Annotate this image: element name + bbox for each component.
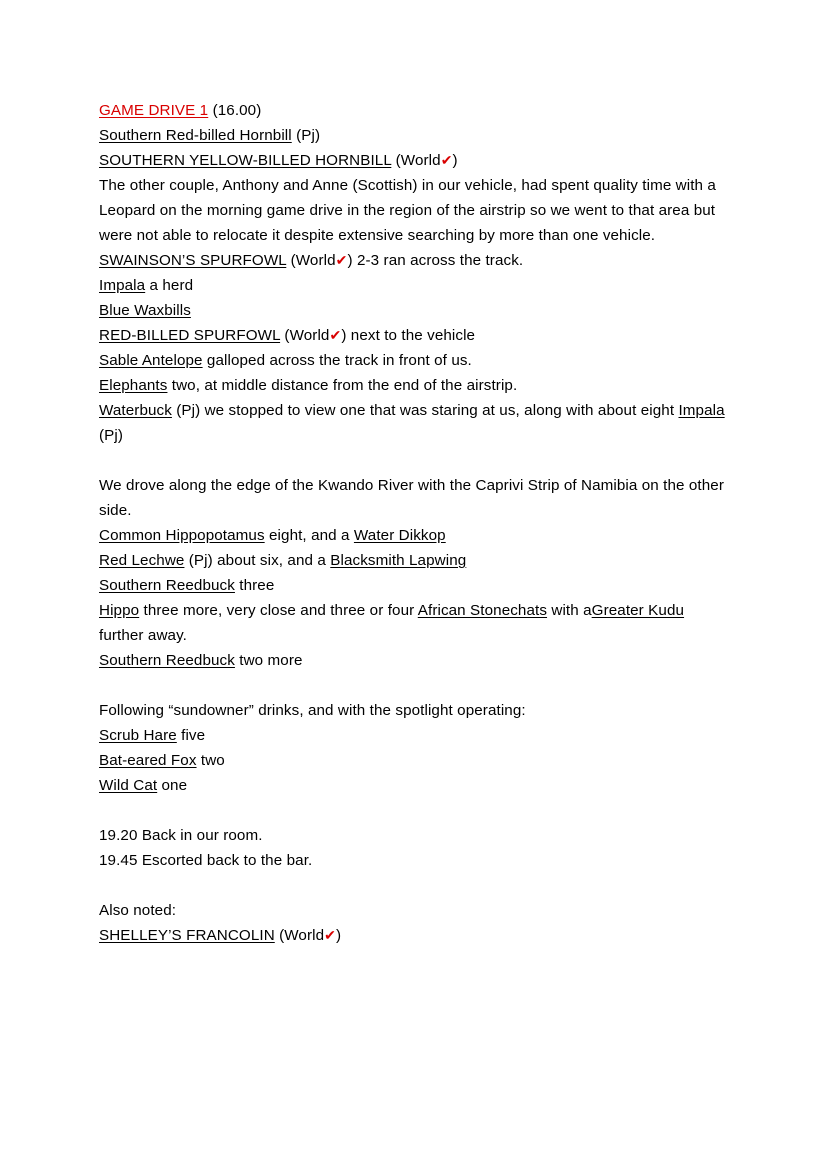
species-line-18 bbox=[99, 923, 729, 948]
species-line-13 bbox=[99, 598, 729, 648]
species-line-15 bbox=[99, 723, 729, 748]
species-line-2 bbox=[99, 148, 729, 173]
species-name: Common Hippopotamus bbox=[99, 527, 265, 544]
species-note: (World bbox=[290, 252, 336, 269]
species-name: SHELLEY’S FRANCOLIN bbox=[99, 927, 275, 944]
species-note: two more bbox=[239, 652, 303, 669]
species-note: three more, very close and three or four bbox=[143, 602, 415, 619]
species-note: a herd bbox=[149, 277, 194, 294]
species-line-7 bbox=[99, 348, 729, 373]
document-text-body bbox=[99, 98, 729, 948]
species-name: Southern Red-billed Hornbill bbox=[99, 127, 292, 144]
species-line-6 bbox=[99, 323, 729, 348]
species-note-close: ) next to the vehicle bbox=[341, 327, 476, 344]
species-name-secondary: Impala bbox=[678, 402, 725, 419]
species-name: Sable Antelope bbox=[99, 352, 203, 369]
species-name: Southern Reedbuck bbox=[99, 652, 235, 669]
check-icon: ✔ bbox=[440, 152, 453, 168]
check-icon: ✔ bbox=[335, 252, 348, 268]
species-name: Red Lechwe bbox=[99, 552, 185, 569]
species-note: eight, and a bbox=[269, 527, 350, 544]
species-note: (Pj) bbox=[296, 127, 321, 144]
also-noted-label: Also noted: bbox=[99, 902, 177, 919]
paragraph-leopard: The other couple, Anthony and Anne (Scottish) in our vehicle, had spent quality time with a Leopard on the morning game drive in the region of the airstrip so we went to that area but were not able to relocate it despite extensive searching by more than one vehicle. bbox=[99, 177, 716, 244]
species-line-14 bbox=[99, 648, 729, 673]
species-note: two, at middle distance from the end of the airstrip. bbox=[171, 377, 518, 394]
species-note: (World bbox=[284, 327, 330, 344]
species-name: Southern Reedbuck bbox=[99, 577, 235, 594]
species-line-9 bbox=[99, 398, 729, 448]
species-note-tertiary: further away. bbox=[99, 627, 187, 644]
spacer bbox=[99, 673, 729, 698]
heading-line bbox=[99, 98, 729, 123]
species-name-secondary: African Stonechats bbox=[417, 602, 548, 619]
species-name: Wild Cat bbox=[99, 777, 158, 794]
species-name: Scrub Hare bbox=[99, 727, 177, 744]
species-note-secondary: (Pj) bbox=[99, 427, 124, 444]
species-note: five bbox=[181, 727, 206, 744]
species-name: Blue Waxbills bbox=[99, 302, 191, 319]
species-note: three bbox=[239, 577, 275, 594]
species-name-secondary: Water Dikkop bbox=[353, 527, 446, 544]
check-icon: ✔ bbox=[324, 927, 336, 943]
species-name: Hippo bbox=[99, 602, 140, 619]
species-line-4 bbox=[99, 273, 729, 298]
species-name-secondary: Blacksmith Lapwing bbox=[330, 552, 467, 569]
species-note-close: ) 2-3 ran across the track. bbox=[347, 252, 524, 269]
species-line-16 bbox=[99, 748, 729, 773]
spacer bbox=[99, 798, 729, 823]
species-name: Elephants bbox=[99, 377, 168, 394]
species-name: Impala bbox=[99, 277, 146, 294]
spacer bbox=[99, 873, 729, 898]
species-name: RED-BILLED SPURFOWL bbox=[99, 327, 281, 344]
timestamp-line-2: 19.45 Escorted back to the bar. bbox=[99, 852, 313, 869]
species-line-10 bbox=[99, 523, 729, 548]
heading-time: (16.00) bbox=[212, 102, 262, 119]
species-name: Waterbuck bbox=[99, 402, 172, 419]
species-line-17 bbox=[99, 773, 729, 798]
paragraph-sundowner: Following “sundowner” drinks, and with the spotlight operating: bbox=[99, 702, 526, 719]
species-note: (World bbox=[279, 927, 325, 944]
species-note: (World bbox=[395, 152, 441, 169]
species-note: (Pj) about six, and a bbox=[188, 552, 326, 569]
species-line-12 bbox=[99, 573, 729, 598]
species-note-close: ) bbox=[452, 152, 458, 169]
species-note: one bbox=[161, 777, 188, 794]
document-title: GAME DRIVE 1 bbox=[99, 102, 209, 119]
species-line-8 bbox=[99, 373, 729, 398]
species-note-secondary: with a bbox=[551, 602, 592, 619]
species-line-11 bbox=[99, 548, 729, 573]
species-note: (Pj) we stopped to view one that was staring at us, along with about eight bbox=[176, 402, 675, 419]
species-note: galloped across the track in front of us. bbox=[206, 352, 472, 369]
species-name: SOUTHERN YELLOW-BILLED HORNBILL bbox=[99, 152, 392, 169]
species-note-close: ) bbox=[335, 927, 342, 944]
species-line-1 bbox=[99, 123, 729, 148]
species-name: SWAINSON’S SPURFOWL bbox=[99, 252, 287, 269]
species-note: two bbox=[200, 752, 225, 769]
check-icon: ✔ bbox=[329, 327, 342, 343]
spacer bbox=[99, 448, 729, 473]
paragraph-kwando-river: We drove along the edge of the Kwando River with the Caprivi Strip of Namibia on the other side. bbox=[99, 477, 724, 519]
species-name-tertiary: Greater Kudu bbox=[591, 602, 685, 619]
species-line-5 bbox=[99, 298, 729, 323]
timestamp-line-1: 19.20 Back in our room. bbox=[99, 827, 263, 844]
species-line-3 bbox=[99, 248, 729, 273]
species-name: Bat-eared Fox bbox=[99, 752, 197, 769]
